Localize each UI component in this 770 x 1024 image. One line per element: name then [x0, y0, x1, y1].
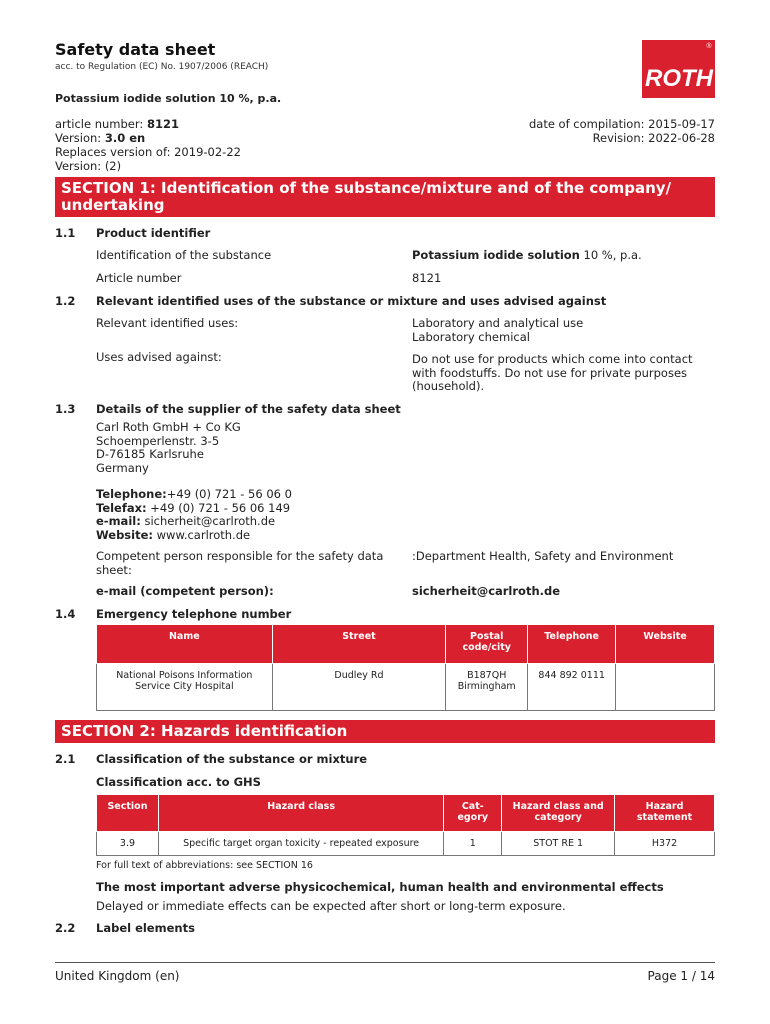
column-header: Street	[272, 625, 446, 664]
subsection-heading: Details of the supplier of the safety data sheet	[96, 402, 401, 416]
column-header: Hazard statement	[615, 795, 715, 832]
table-row	[97, 832, 715, 856]
section-number: 1.1	[55, 226, 76, 240]
uses-value: Laboratory and analytical use Laboratory chemical	[412, 316, 584, 344]
column-header: Telephone	[528, 625, 616, 664]
section1-header: SECTION 1: Identification of the substance/mixture and of the company/ undertaking	[55, 177, 715, 217]
comp-email-value: sicherheit@carlroth.de	[412, 584, 561, 598]
logo-text: ROTH	[645, 65, 713, 92]
effects-text: Delayed or immediate effects can be expected after short or long-term exposure.	[96, 899, 566, 913]
table-cell: 3.9	[97, 832, 159, 856]
comp-email-label: e-mail (competent person):	[96, 584, 274, 598]
document-title: Safety data sheet	[55, 40, 216, 59]
uses-label: Relevant identified uses:	[96, 316, 239, 330]
table-cell	[616, 664, 715, 711]
column-header: Name	[97, 625, 273, 664]
article-label: Article number	[96, 271, 182, 285]
supplier-address: Carl Roth GmbH + Co KG Schoemperlenstr. 3-5 D-76185 Karlsruhe Germany	[96, 420, 241, 475]
table-cell: H372	[615, 832, 715, 856]
table-cell: Dudley Rd	[272, 664, 446, 711]
page-number: Page 1 / 14	[647, 969, 715, 983]
section-number: 2.2	[55, 921, 76, 935]
section-number: 1.2	[55, 294, 76, 308]
supplier-contacts: Telephone:+49 (0) 721 - 56 06 0 Telefax: +49 (0) 721 - 56 06 149 e-mail: sicherheit@carlroth.de Website: www.carlroth.de	[96, 487, 292, 542]
product-name: Potassium iodide solution 10 %, p.a.	[55, 92, 282, 105]
competent-label: Competent person responsible for the safety data sheet:	[96, 549, 384, 577]
ghs-heading: Classification acc. to GHS	[96, 775, 261, 789]
ghs-classification-table	[96, 794, 715, 856]
ident-label: Identification of the substance	[96, 248, 272, 262]
effects-heading: The most important adverse physicochemical, human health and environmental effects	[96, 880, 664, 894]
ident-value: Potassium iodide solution 10 %, p.a.	[412, 248, 642, 262]
table-cell: STOT RE 1	[502, 832, 615, 856]
footer-locale: United Kingdom (en)	[55, 969, 180, 983]
column-header: Website	[616, 625, 715, 664]
table-header-row	[97, 795, 715, 832]
table-cell: Specific target organ toxicity - repeated exposure	[158, 832, 443, 856]
column-header: Cat-egory	[444, 795, 502, 832]
roth-logo	[642, 40, 715, 98]
footer-divider	[55, 962, 715, 963]
table-row	[97, 664, 715, 711]
column-header: Section	[97, 795, 159, 832]
subsection-heading: Classification of the substance or mixture	[96, 752, 368, 766]
section-number: 1.3	[55, 402, 76, 416]
emergency-table	[96, 624, 715, 711]
subsection-heading: Product identifier	[96, 226, 211, 240]
article-value: 8121	[412, 271, 442, 285]
section-number: 1.4	[55, 607, 76, 621]
section2-header: SECTION 2: Hazards identification	[55, 720, 715, 743]
table-cell: National Poisons Information Service City Hospital	[97, 664, 273, 711]
against-value: Do not use for products which come into contact with foodstuffs. Do not use for private purposes (household).	[412, 352, 693, 393]
table-cell: B187QH Birmingham	[446, 664, 528, 711]
table-header-row	[97, 625, 715, 664]
competent-value: :Department Health, Safety and Environment	[412, 549, 674, 563]
column-header: Hazard class and category	[502, 795, 615, 832]
regulation-subtitle: acc. to Regulation (EC) No. 1907/2006 (REACH)	[55, 62, 269, 72]
column-header: Hazard class	[158, 795, 443, 832]
table-cell: 1	[444, 832, 502, 856]
subsection-heading: Relevant identified uses of the substance or mixture and uses advised against	[96, 294, 607, 308]
subsection-heading: Label elements	[96, 921, 195, 935]
registered-mark: ®	[706, 43, 712, 50]
subsection-heading: Emergency telephone number	[96, 607, 292, 621]
meta-left: article number: 8121 Version: 3.0 en Replaces version of: 2019-02-22 Version: (2)	[55, 117, 241, 173]
against-label: Uses advised against:	[96, 350, 222, 364]
column-header: Postal code/city	[446, 625, 528, 664]
meta-right: date of compilation: 2015-09-17 Revision: 2022-06-28	[528, 117, 715, 145]
table-cell: 844 892 0111	[528, 664, 616, 711]
section-number: 2.1	[55, 752, 76, 766]
abbreviation-note: For full text of abbreviations: see SECTION 16	[96, 860, 313, 871]
